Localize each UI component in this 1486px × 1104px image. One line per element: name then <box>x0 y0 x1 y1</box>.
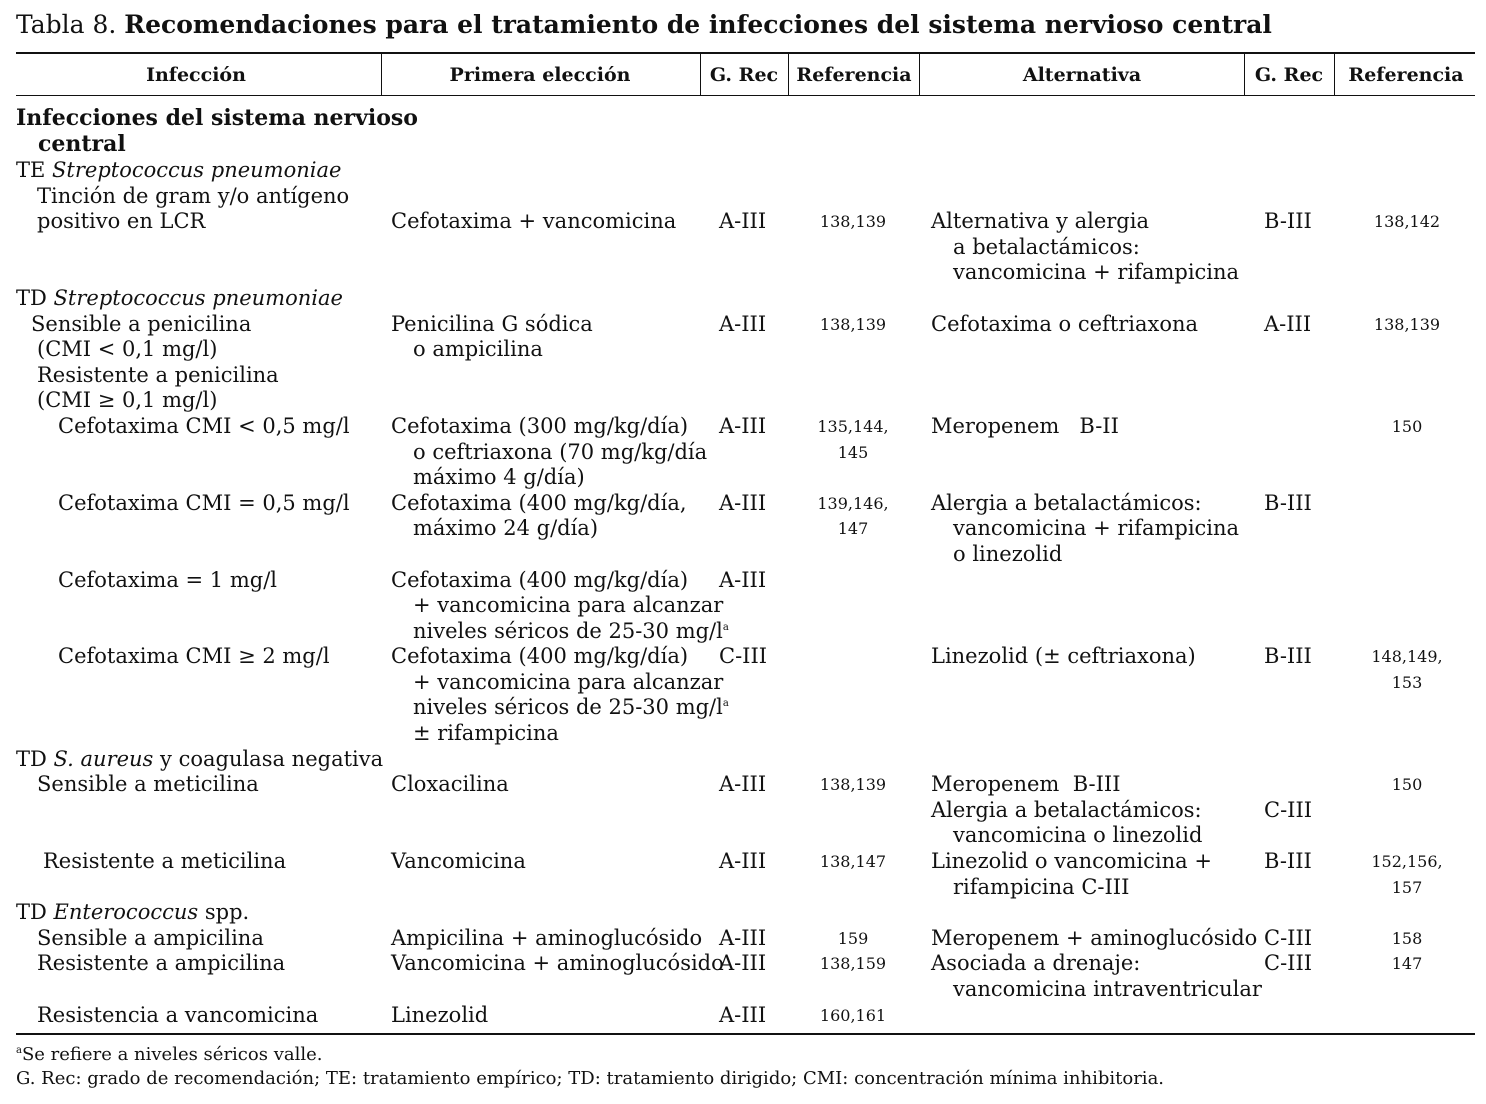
cell: 138,139 <box>819 212 887 231</box>
cell: Meropenem B-II <box>931 414 1119 438</box>
cell: 139,146, <box>817 494 889 513</box>
header-g-rec: G. Rec <box>709 64 779 86</box>
cell: + vancomicina para alcanzar <box>413 593 724 617</box>
group-heading: TD Streptococcus pneumoniae <box>16 286 343 310</box>
top-rule <box>16 52 1475 54</box>
cell: Asociada a drenaje: <box>931 951 1141 975</box>
cell: o linezolid <box>953 542 1063 566</box>
cell: Cefotaxima CMI = 0,5 mg/l <box>58 491 350 515</box>
footnote-abbreviations: G. Rec: grado de recomendación; TE: tratamiento empírico; TD: tratamiento dirigido; CMI: concentración mínima inhibitoria. <box>16 1068 1165 1089</box>
cell: Sensible a ampicilina <box>37 926 264 950</box>
cell: Cefotaxima (400 mg/kg/día) <box>391 568 689 592</box>
cell: Cefotaxima = 1 mg/l <box>58 568 277 592</box>
cell: B-III <box>1264 491 1312 515</box>
cell: 150 <box>1391 775 1423 794</box>
cell: B-III <box>1264 209 1312 233</box>
cell: máximo 24 g/día) <box>413 516 599 540</box>
cell: 152,156, <box>1371 852 1443 871</box>
cell: Resistente a penicilina <box>37 363 279 387</box>
cell: o ceftriaxona (70 mg/kg/día <box>413 440 708 464</box>
cell: A-III <box>719 209 767 233</box>
cell: Sensible a meticilina <box>37 772 259 796</box>
header-divider <box>700 54 701 95</box>
cell: A-III <box>719 951 767 975</box>
table-label: Tabla 8. <box>16 10 117 39</box>
cell: máximo 4 g/día) <box>413 465 585 489</box>
cell: Linezolid <box>391 1003 489 1027</box>
cell: Cefotaxima o ceftriaxona <box>931 312 1199 336</box>
cell: 157 <box>1391 878 1423 897</box>
cell: 148,149, <box>1371 647 1443 666</box>
cell: B-III <box>1264 849 1312 873</box>
cell: C-III <box>1264 926 1313 950</box>
footnote-marker: a <box>16 1045 22 1056</box>
cell: Sensible a penicilina <box>31 312 252 336</box>
cell: A-III <box>719 1003 767 1027</box>
cell: Cefotaxima (400 mg/kg/día) <box>391 644 689 668</box>
cell: 160,161 <box>819 1006 887 1025</box>
group-heading: TD S. aureus y coagulasa negativa <box>16 747 384 771</box>
section-heading: Infecciones del sistema nervioso <box>16 105 418 131</box>
header-referencia: Referencia <box>796 64 912 86</box>
cell: Cloxacilina <box>391 772 509 796</box>
cell: 145 <box>837 443 869 462</box>
cell: Resistente a ampicilina <box>37 951 286 975</box>
cell: A-III <box>1264 312 1312 336</box>
cell: vancomicina o linezolid <box>953 823 1203 847</box>
header-g-rec-alt: G. Rec <box>1254 64 1324 86</box>
cell: Cefotaxima CMI ≥ 2 mg/l <box>58 644 330 668</box>
cell: 147 <box>1391 954 1423 973</box>
cell: 138,159 <box>819 954 887 973</box>
header-infeccion: Infección <box>146 64 246 86</box>
cell: 159 <box>837 929 869 948</box>
cell: B-III <box>1264 644 1312 668</box>
cell: 138,139 <box>1373 315 1441 334</box>
group-heading: TD Enterococcus spp. <box>16 900 250 924</box>
cell: Tinción de gram y/o antígeno <box>37 184 350 208</box>
cell: Cefotaxima (400 mg/kg/día, <box>391 491 687 515</box>
cell: niveles séricos de 25-30 $mg/l^a$ <box>413 695 729 719</box>
cell: Linezolid o vancomicina + <box>931 849 1212 873</box>
footnote-a: $^a$Se refiere a niveles séricos valle. <box>16 1044 323 1065</box>
cell: + vancomicina para alcanzar <box>413 670 724 694</box>
header-alternativa: Alternativa <box>1022 64 1142 86</box>
cell: A-III <box>719 772 767 796</box>
cell: Linezolid (± ceftriaxona) <box>931 644 1196 668</box>
cell: 138,139 <box>819 775 887 794</box>
cell: C-III <box>1264 798 1313 822</box>
cell: (CMI < 0,1 mg/l) <box>37 337 218 361</box>
cell: Cefotaxima + vancomicina <box>391 209 677 233</box>
cell: A-III <box>719 312 767 336</box>
cell: A-III <box>719 414 767 438</box>
cell: 150 <box>1391 417 1423 436</box>
header-divider <box>1334 54 1335 95</box>
cell: Meropenem + aminoglucósido <box>931 926 1258 950</box>
cell: o ampicilina <box>413 337 543 361</box>
cell: ± rifampicina <box>413 721 559 745</box>
header-primera-eleccion: Primera elección <box>449 64 631 86</box>
cell: Vancomicina <box>391 849 526 873</box>
cell: 138,147 <box>819 852 887 871</box>
cell: 138,139 <box>819 315 887 334</box>
header-rule <box>16 95 1475 96</box>
header-divider <box>788 54 789 95</box>
cell: 135,144, <box>817 417 889 436</box>
cell: vancomicina intraventricular <box>953 977 1262 1001</box>
footnote-marker: a <box>722 622 729 633</box>
cell: Alternativa y alergia <box>931 209 1149 233</box>
cell: positivo en LCR <box>37 209 206 233</box>
header-divider <box>919 54 920 95</box>
cell: niveles séricos de 25-30 $mg/l^a$ <box>413 619 729 643</box>
header-divider <box>1244 54 1245 95</box>
footnote-marker: a <box>722 698 729 709</box>
cell: 147 <box>837 519 869 538</box>
cell: Resistente a meticilina <box>43 849 287 873</box>
header-divider <box>381 54 382 95</box>
cell: Ampicilina + aminoglucósido <box>391 926 703 950</box>
table-title <box>16 8 1272 42</box>
group-heading: TE Streptococcus pneumoniae <box>16 158 342 182</box>
cell: rifampicina C-III <box>953 875 1130 899</box>
cell: Meropenem B-III <box>931 772 1121 796</box>
cell: vancomicina + rifampicina <box>953 516 1240 540</box>
cell: A-III <box>719 849 767 873</box>
cell: Vancomicina + aminoglucósido <box>391 951 724 975</box>
cell: a betalactámicos: <box>953 235 1140 259</box>
cell: Cefotaxima CMI < 0,5 mg/l <box>58 414 350 438</box>
cell: Penicilina G sódica <box>391 312 593 336</box>
cell: 158 <box>1391 929 1423 948</box>
cell: C-III <box>719 644 768 668</box>
cell: (CMI ≥ 0,1 mg/l) <box>37 388 218 412</box>
cell: 153 <box>1391 673 1423 692</box>
cell: Alergia a betalactámicos: <box>931 798 1202 822</box>
cell: C-III <box>1264 951 1313 975</box>
cell: Resistencia a vancomicina <box>37 1003 319 1027</box>
cell: Alergia a betalactámicos: <box>931 491 1202 515</box>
header-referencia-alt: Referencia <box>1348 64 1464 86</box>
cell: A-III <box>719 491 767 515</box>
cell: 138,142 <box>1373 212 1441 231</box>
cell: A-III <box>719 568 767 592</box>
cell: vancomicina + rifampicina <box>953 260 1240 284</box>
cell: Cefotaxima (300 mg/kg/día) <box>391 414 689 438</box>
bottom-rule <box>16 1033 1475 1035</box>
cell: A-III <box>719 926 767 950</box>
table-title-text: Recomendaciones para el tratamiento de infecciones del sistema nervioso central <box>124 10 1272 39</box>
section-heading: central <box>38 131 126 157</box>
